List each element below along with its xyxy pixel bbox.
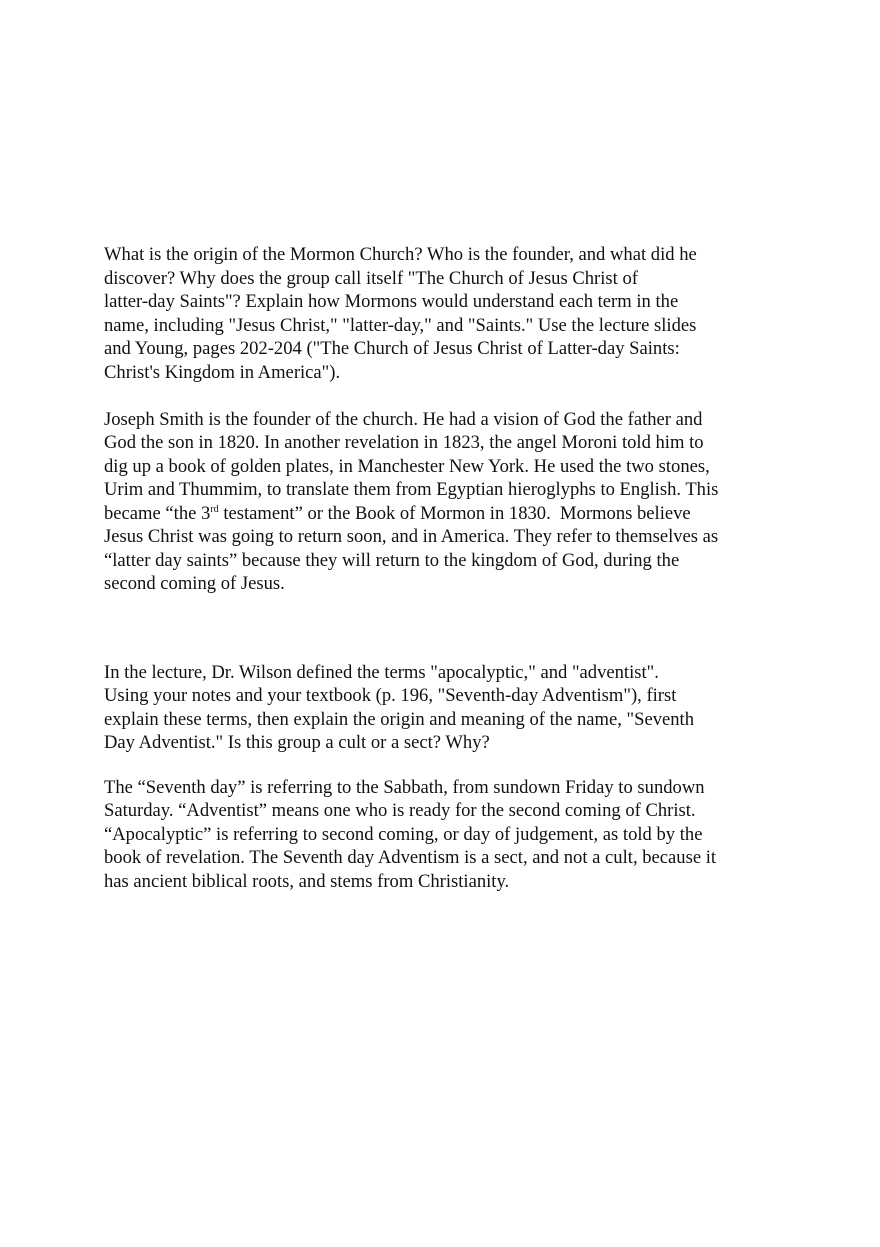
text-segment: became “the 3 [104,502,211,524]
text-line: Joseph Smith is the founder of the church. He had a vision of God the father and [104,408,703,430]
text-line: The “Seventh day” is referring to the Sabbath, from sundown Friday to sundown [104,776,705,798]
question-1 [104,243,880,384]
text-line: Saturday. “Adventist” means one who is ready for the second coming of Christ. [104,800,696,821]
text-line: In the lecture, Dr. Wilson defined the terms "apocalyptic," and "adventist". [104,661,659,683]
text-line: second coming of Jesus. [104,573,285,594]
text-line: “Apocalyptic” is referring to second coming, or day of judgement, as told by the [104,823,703,845]
text-line: What is the origin of the Mormon Church? Who is the founder, and what did he [104,244,697,265]
text-line: name, including "Jesus Christ," "latter-day," and "Saints." Use the lecture slides [104,314,697,336]
text-line: explain these terms, then explain the origin and meaning of the name, "Seventh [104,708,695,730]
text-line: and Young, pages 202-204 ("The Church of Jesus Christ of Latter-day Saints: [104,338,680,359]
text-line: discover? Why does the group call itself "The Church of Jesus Christ of [104,267,638,289]
text-line: dig up a book of golden plates, in Manchester New York. He used the two stones, [104,455,710,477]
text-line [104,502,880,526]
text-line: Jesus Christ was going to return soon, and in America. They refer to themselves as [104,526,719,547]
text-line: Urim and Thummim, to translate them from Egyptian hieroglyphs to English. This [104,479,719,500]
text-line: Christ's Kingdom in America"). [104,361,341,383]
text-line: Day Adventist." Is this group a cult or a sect? Why? [104,732,490,753]
text-line: book of revelation. The Seventh day Adventism is a sect, and not a cult, because it [104,847,717,868]
answer-2 [104,776,880,894]
text-line: Using your notes and your textbook (p. 196, "Seventh-day Adventism"), first [104,685,677,706]
text-line: God the son in 1820. In another revelation in 1823, the angel Moroni told him to [104,432,704,453]
text-line: has ancient biblical roots, and stems from Christianity. [104,870,510,892]
answer-1 [104,408,880,596]
question-2 [104,661,880,755]
superscript: rd [210,503,219,515]
text-line: latter-day Saints"? Explain how Mormons would understand each term in the [104,291,679,312]
text-line: “latter day saints” because they will return to the kingdom of God, during the [104,549,680,571]
text-segment: testament” or the Book of Mormon in 1830. Mormons believe [218,502,691,524]
